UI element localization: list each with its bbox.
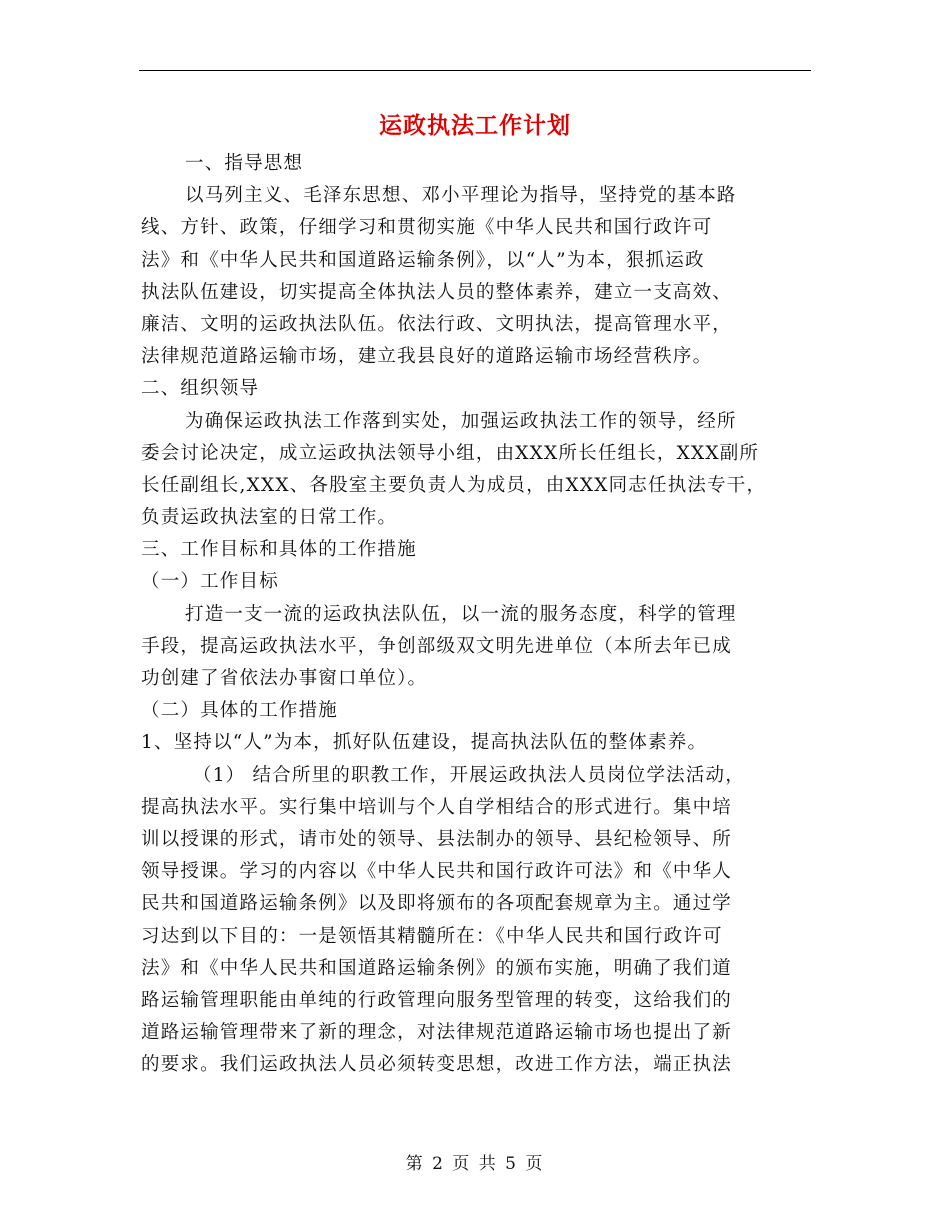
paragraph-line: 训以授课的形式，请市处的领导、县法制办的领导、县纪检领导、所: [141, 828, 733, 850]
document-title: 运政执法工作计划: [379, 112, 571, 139]
paragraph-line: 委会讨论决定，成立运政执法领导小组，由XXX所长任组长，XXX副所: [141, 442, 760, 464]
header-rule: [139, 70, 811, 71]
paragraph-line: 功创建了省依法办事窗口单位）。: [141, 668, 428, 689]
paragraph-line: 执法队伍建设，切实提高全体执法人员的整体素养，建立一支高效、: [141, 281, 733, 303]
section-heading: 三、工作目标和具体的工作措施: [141, 539, 417, 561]
paragraph-line: 手段，提高运政执法水平，争创部级双文明先进单位（本所去年已成: [141, 635, 733, 657]
paragraph-line: 道路运输管理带来了新的理念，对法律规范道路运输市场也提出了新: [141, 1022, 733, 1044]
section-heading: 一、指导思想: [185, 153, 304, 174]
paragraph-line: 打造一支一流的运政执法队伍，以一流的服务态度，科学的管理: [185, 603, 737, 625]
paragraph-line: 线、方针、政策，仔细学习和贯彻实施《中华人民共和国行政许可: [141, 217, 713, 239]
subsection-heading: （一）工作目标: [141, 571, 279, 593]
subsection-heading: （二）具体的工作措施: [141, 700, 339, 722]
paragraph-line: 为确保运政执法工作落到实处，加强运政执法工作的领导，经所: [185, 410, 737, 432]
paragraph-line: 长任副组长,XXX、各股室主要负责人为成员，由XXX同志任执法专干，: [141, 474, 767, 496]
paragraph-line: （1） 结合所里的职教工作，开展运政执法人员岗位学法活动，: [193, 764, 745, 786]
paragraph-line: 的要求。我们运政执法人员必须转变思想，改进工作方法，端正执法: [141, 1054, 733, 1076]
paragraph-line: 廉洁、文明的运政执法队伍。依法行政、文明执法，提高管理水平，: [141, 313, 733, 335]
paragraph-line: 路运输管理职能由单纯的行政管理向服务型管理的转变，这给我们的: [141, 989, 733, 1011]
paragraph-line: 负责运政执法室的日常工作。: [141, 507, 398, 529]
paragraph-line: 法》和《中华人民共和国道路运输条例》的颁布实施，明确了我们道: [141, 957, 733, 979]
paragraph-line: 领导授课。学习的内容以《中华人民共和国行政许可法》和《中华人: [141, 861, 733, 883]
item-heading: 1、坚持以“人”为本，抓好队伍建设，提高执法队伍的整体素养。: [141, 732, 708, 754]
section-heading: 二、组织领导: [141, 378, 260, 400]
paragraph-line: 以马列主义、毛泽东思想、邓小平理论为指导，坚持党的基本路: [185, 185, 737, 207]
paragraph-line: 民共和国道路运输条例》以及即将颁布的各项配套规章为主。通过学: [141, 893, 733, 915]
page-number: 第 2 页 共 5 页: [405, 1154, 545, 1174]
paragraph-line: 习达到以下目的：一是领悟其精髓所在：《中华人民共和国行政许可: [141, 925, 723, 947]
document-body: [141, 148, 813, 1081]
paragraph-line: 法律规范道路运输市场，建立我县良好的道路运输市场经营秩序。: [141, 346, 713, 368]
paragraph-line: 法》和《中华人民共和国道路运输条例》，以“人”为本，狠抓运政: [141, 249, 705, 271]
paragraph-line: 提高执法水平。实行集中培训与个人自学相结合的形式进行。集中培: [141, 796, 733, 818]
